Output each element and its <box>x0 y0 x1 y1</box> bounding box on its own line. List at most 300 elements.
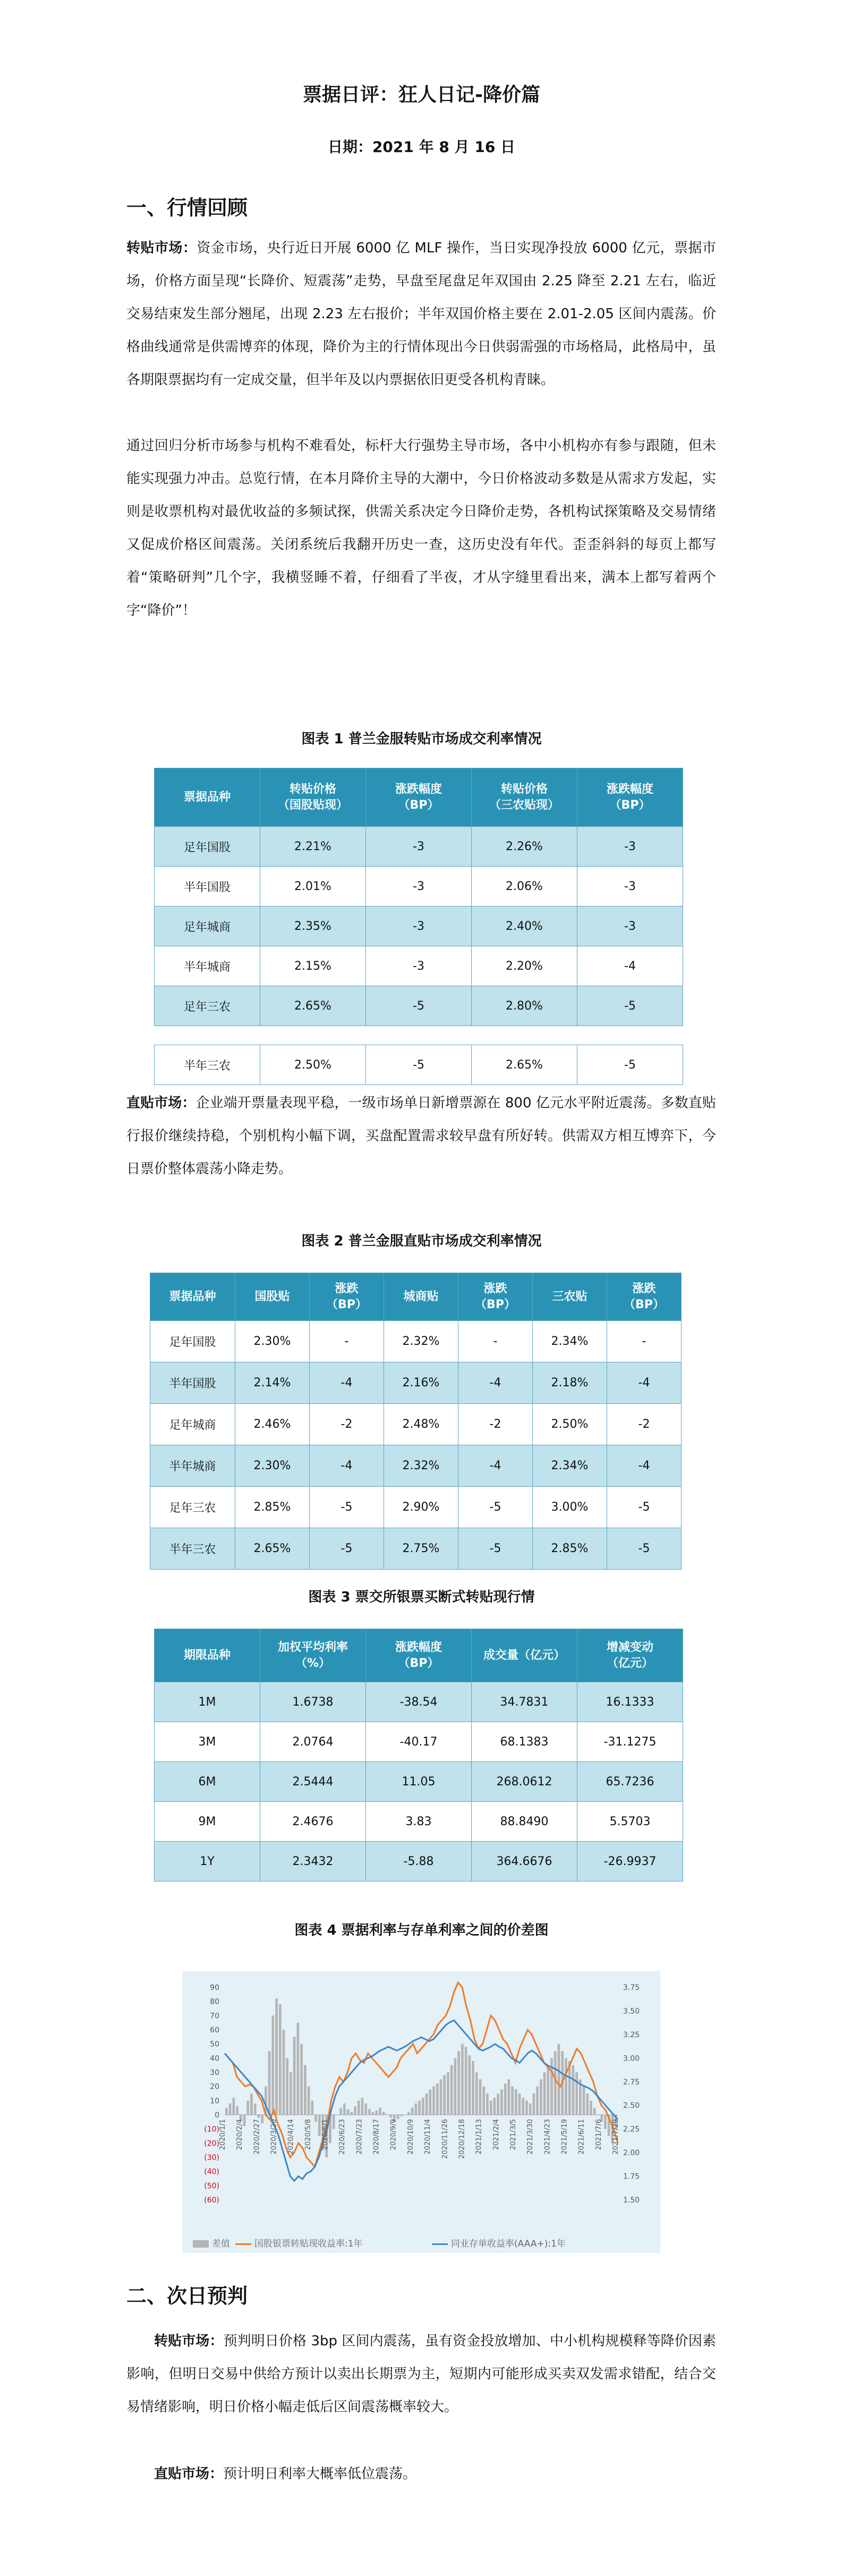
table-cell: 2.50% <box>533 1404 607 1445</box>
table-cell: -4 <box>310 1445 384 1487</box>
table-cell: -3 <box>366 906 472 946</box>
spread-bar <box>350 2112 353 2115</box>
y-right-tick-label: 2.75 <box>623 2078 640 2087</box>
table-cell: -31.1275 <box>577 1722 683 1762</box>
x-tick-label: 2020/5/8 <box>304 2119 312 2150</box>
spread-bar <box>361 2098 364 2115</box>
table-cell: -5 <box>607 1528 682 1570</box>
spread-bar <box>225 2108 228 2115</box>
text-direct-market: 企业端开票量表现平稳，一级市场单日新增票源在 800 亿元水平附近震荡。多数直贴行报价继续持稳，个别机构小幅下调，买盘配置需求较早盘有所好转。供需双方相互博弈下，今日票价整体震荡小降走势。 <box>126 1095 716 1177</box>
table-header-text: （BP） <box>398 1656 439 1670</box>
spread-bar <box>401 2115 403 2116</box>
spread-bar <box>236 2106 239 2115</box>
table-cell: 2.16% <box>384 1362 458 1404</box>
table-header-cell <box>577 1629 683 1682</box>
table-header-cell <box>260 768 366 827</box>
spread-bar <box>333 2115 335 2129</box>
y-left-tick-label: (10) <box>204 2125 219 2134</box>
table-cell: 2.75% <box>384 1528 458 1570</box>
spread-bar <box>447 2072 449 2115</box>
table-cell: - <box>607 1321 682 1362</box>
table-header-text: 城商贴 <box>403 1290 439 1303</box>
x-tick-label: 2020/12/18 <box>458 2119 466 2159</box>
paragraph-direct-market <box>126 1087 716 1185</box>
table-cell: -5 <box>458 1487 533 1528</box>
table-header-text: 三农贴 <box>552 1290 587 1303</box>
spread-bar <box>422 2098 424 2115</box>
y-left-tick-label: 20 <box>210 2082 219 2091</box>
spread-bar <box>522 2098 524 2115</box>
x-tick-label: 2020/4/14 <box>287 2119 295 2155</box>
x-tick-label: 2021/5/19 <box>560 2119 569 2155</box>
table-header-text: （%） <box>295 1656 331 1670</box>
spread-bar <box>318 2115 321 2136</box>
table3-caption: 图表 3 票交所银票买断式转贴现行情 <box>308 1589 535 1605</box>
table-cell: 2.30% <box>235 1321 310 1362</box>
x-tick-label: 2020/3/20 <box>270 2119 278 2155</box>
table-header-text: （亿元） <box>606 1656 653 1670</box>
x-tick-label: 2021/7/6 <box>594 2119 603 2150</box>
table-header-cell <box>472 768 577 827</box>
table-header-cell <box>260 1629 366 1682</box>
table-transfer-rates <box>154 768 683 1026</box>
x-tick-label: 2021/6/11 <box>577 2119 586 2155</box>
y-right-tick-label: 2.50 <box>623 2102 640 2111</box>
table-cell: -26.9937 <box>577 1842 683 1882</box>
x-tick-label: 2020/2/27 <box>253 2119 261 2155</box>
table-cell: 2.32% <box>384 1445 458 1487</box>
spread-bar <box>293 2037 296 2115</box>
table-transfer-rates-extra <box>154 1045 683 1085</box>
table-cell: -4 <box>310 1362 384 1404</box>
legend-swatch-cd-yield <box>432 2243 448 2245</box>
x-tick-label: 2020/7/23 <box>355 2119 364 2155</box>
spread-bar <box>461 2044 464 2115</box>
table-cell: 2.65% <box>235 1528 310 1570</box>
text-forecast-direct: 预计明日利率大概率低位震荡。 <box>223 2466 417 2482</box>
table-cell: -4 <box>607 1445 682 1487</box>
spread-bar <box>575 2072 578 2115</box>
x-tick-label: 2020/6/23 <box>338 2119 347 2155</box>
table-cell: 半年三农 <box>155 1045 260 1085</box>
label-forecast-direct: 直贴市场： <box>154 2466 224 2482</box>
spread-bar <box>418 2100 421 2115</box>
x-tick-label: 2020/1/1 <box>219 2119 227 2150</box>
table-cell: 2.50% <box>260 1045 366 1085</box>
spread-bar <box>436 2083 439 2115</box>
x-tick-label: 2021/2/4 <box>492 2119 500 2150</box>
x-tick-label: 2021/3/5 <box>509 2119 517 2150</box>
y-left-tick-label: (20) <box>204 2139 219 2148</box>
x-tick-label: 2020/2/4 <box>236 2119 244 2150</box>
legend-item-discount-yield <box>235 2236 363 2249</box>
table-cell: -4 <box>458 1362 533 1404</box>
y-right-tick-label: 3.50 <box>623 2007 640 2016</box>
table-row <box>155 827 683 867</box>
spread-chart-svg <box>182 1971 660 2232</box>
table-cell: 2.90% <box>384 1487 458 1528</box>
report-date: 日期：2021 年 8 月 16 日 <box>327 138 516 156</box>
table-cell: -4 <box>577 946 683 986</box>
table-cell: 11.05 <box>366 1762 472 1802</box>
spread-bar <box>283 2030 285 2115</box>
section-heading-forecast: 二、次日预判 <box>126 2284 248 2308</box>
table-header-text: 涨跌幅度 <box>606 782 653 796</box>
table-header-cell <box>472 1629 577 1682</box>
label-direct-market: 直贴市场： <box>126 1095 196 1111</box>
y-left-tick-label: 0 <box>215 2111 219 2120</box>
legend-label-spread: 差值 <box>212 2239 230 2249</box>
spread-bar <box>515 2089 517 2115</box>
y-left-tick-label: 40 <box>210 2054 219 2063</box>
spread-bar <box>372 2112 374 2115</box>
spread-bar <box>397 2115 399 2119</box>
spread-bar <box>454 2058 457 2115</box>
x-tick-label: 2021/1/13 <box>475 2119 483 2155</box>
table-cell: 1Y <box>155 1842 260 1882</box>
table-cell: -3 <box>366 946 472 986</box>
spread-bar <box>440 2079 442 2115</box>
spread-bar <box>490 2100 492 2115</box>
spread-bar <box>547 2065 549 2115</box>
table-header-text: （BP） <box>475 1298 516 1311</box>
y-left-tick-label: (50) <box>204 2182 219 2191</box>
x-tick-label: 2021/7/29 <box>612 2119 620 2155</box>
table-row <box>155 1802 683 1842</box>
table-row <box>150 1487 682 1528</box>
spread-bar <box>565 2058 567 2115</box>
spread-bar <box>590 2100 592 2115</box>
table-header-text: 涨跌 <box>632 1282 656 1295</box>
table-row <box>150 1528 682 1570</box>
table-cell: 3M <box>155 1722 260 1762</box>
label-forecast-transfer: 转贴市场： <box>154 2333 224 2349</box>
table-header-cell <box>458 1273 533 1321</box>
x-tick-label: 2020/6/1 <box>321 2119 330 2150</box>
spread-bar <box>258 2115 260 2117</box>
table-row <box>150 1445 682 1487</box>
spread-bar <box>465 2047 467 2115</box>
paragraph-analysis <box>126 429 716 627</box>
y-right-tick-label: 1.50 <box>623 2196 640 2205</box>
x-tick-label: 2020/11/26 <box>441 2119 449 2159</box>
spread-bar <box>479 2079 482 2115</box>
table-cell: -3 <box>577 867 683 906</box>
table-header-text: （BP） <box>624 1298 665 1311</box>
spread-bar <box>529 2104 532 2115</box>
table-header-text: 国股贴 <box>254 1290 290 1303</box>
table-row <box>155 1762 683 1802</box>
table-cell: 88.8490 <box>472 1802 577 1842</box>
table-cell: -5 <box>310 1528 384 1570</box>
table-header-text: 成交量（亿元） <box>483 1648 565 1662</box>
table-cell: -5 <box>366 1045 472 1085</box>
y-right-tick-label: 2.25 <box>623 2125 640 2134</box>
table-cell: -3 <box>366 827 472 867</box>
table-cell: - <box>310 1321 384 1362</box>
spread-bar <box>593 2108 596 2115</box>
spread-bar <box>229 2104 232 2115</box>
table-header-text: 涨跌幅度 <box>395 782 442 796</box>
table-header-cell <box>577 768 683 827</box>
y-left-tick-label: (40) <box>204 2167 219 2176</box>
spread-bar <box>540 2079 542 2115</box>
table-header-cell <box>384 1273 458 1321</box>
table-cell: 半年城商 <box>155 946 260 986</box>
table-cell: 65.7236 <box>577 1762 683 1802</box>
table-cell: 2.80% <box>472 986 577 1026</box>
page-title: 票据日评：狂人日记-降价篇 <box>303 84 540 106</box>
spread-bar <box>536 2087 539 2115</box>
spread-bar <box>304 2065 306 2115</box>
table-cell: 2.85% <box>533 1528 607 1570</box>
table-cell: 34.7831 <box>472 1682 577 1722</box>
y-left-tick-label: 80 <box>210 1997 219 2006</box>
table-header-cell <box>310 1273 384 1321</box>
table-cell: 2.85% <box>235 1487 310 1528</box>
table-direct-rates <box>150 1273 682 1570</box>
table-cell: 足年国股 <box>150 1321 235 1362</box>
x-tick-label: 2020/10/9 <box>406 2119 415 2155</box>
table-cell: 2.15% <box>260 946 366 986</box>
table-cell: 2.18% <box>533 1362 607 1404</box>
table-cell: 6M <box>155 1762 260 1802</box>
spread-bar <box>382 2112 385 2115</box>
table-cell: -40.17 <box>366 1722 472 1762</box>
table-row <box>155 867 683 906</box>
paragraph-transfer-market <box>126 232 716 396</box>
table-cell: -5.88 <box>366 1842 472 1882</box>
table-header-cell <box>366 768 472 827</box>
table1-caption: 图表 1 普兰金服转贴市场成交利率情况 <box>301 731 542 747</box>
table-cell: -5 <box>577 986 683 1026</box>
spread-bar <box>343 2104 346 2115</box>
spread-bar <box>339 2108 342 2115</box>
y-left-tick-label: 50 <box>210 2040 219 2049</box>
spread-bar <box>443 2075 446 2115</box>
y-left-tick-label: 60 <box>210 2026 219 2035</box>
table-header-cell <box>533 1273 607 1321</box>
spread-bar <box>504 2083 507 2115</box>
table-row <box>155 1682 683 1722</box>
table-cell: 足年三农 <box>150 1487 235 1528</box>
spread-bar <box>511 2087 514 2115</box>
paragraph-forecast-transfer <box>126 2325 716 2424</box>
spread-bar <box>261 2115 263 2123</box>
y-left-tick-label: 30 <box>210 2069 219 2077</box>
text-forecast-transfer: 预判明日价格 3bp 区间内震荡，虽有资金投放增加、中小机构规模释等降价因素影响，但明日交易中供给方预计以卖出长期票为主，短期内可能形成买卖双发需求错配，结合交易情绪影响，明日价格小幅走低后区间震荡概率较大。 <box>126 2333 716 2415</box>
table-header-cell <box>366 1629 472 1682</box>
table-cell: 2.4676 <box>260 1802 366 1842</box>
table-cell: 足年城商 <box>155 906 260 946</box>
spread-bar <box>308 2087 310 2115</box>
table-header-text: 增减变动 <box>606 1640 653 1654</box>
section-heading-market-review: 一、行情回顾 <box>126 196 248 219</box>
legend-item-spread <box>193 2236 230 2249</box>
table-cell: -2 <box>310 1404 384 1445</box>
table-row <box>155 986 683 1026</box>
table-cell: -5 <box>577 1045 683 1085</box>
spread-bar <box>347 2109 350 2115</box>
y-right-tick-label: 3.75 <box>623 1984 640 1992</box>
x-tick-label: 2021/4/23 <box>543 2119 552 2155</box>
spread-bar <box>432 2087 435 2115</box>
table-cell: 2.3432 <box>260 1842 366 1882</box>
table-cell: 半年国股 <box>150 1362 235 1404</box>
table-cell: 16.1333 <box>577 1682 683 1722</box>
x-tick-label: 2021/3/30 <box>526 2119 535 2155</box>
table-cell: 2.40% <box>472 906 577 946</box>
spread-bar <box>232 2098 235 2115</box>
legend-label-cd-yield: 同业存单收益率(AAA+):1年 <box>451 2239 566 2249</box>
spread-bar <box>497 2094 499 2115</box>
table-cell: -38.54 <box>366 1682 472 1722</box>
table-cell: 3.00% <box>533 1487 607 1528</box>
table-cell: -4 <box>607 1362 682 1404</box>
y-left-tick-label: 90 <box>210 1984 219 1992</box>
table-cell: 2.46% <box>235 1404 310 1445</box>
spread-bar <box>507 2079 510 2115</box>
y-left-tick-label: (30) <box>204 2154 219 2162</box>
spread-bar <box>271 2015 274 2115</box>
table-cell: 2.30% <box>235 1445 310 1487</box>
y-right-tick-label: 2.00 <box>623 2149 640 2158</box>
spread-bar <box>314 2115 317 2122</box>
chart-legend <box>182 2232 660 2253</box>
table-header-text: 票据品种 <box>183 790 231 804</box>
table-cell: 2.48% <box>384 1404 458 1445</box>
table-cell: 3.83 <box>366 1802 472 1842</box>
table-cell: 半年三农 <box>150 1528 235 1570</box>
table-cell: 半年国股 <box>155 867 260 906</box>
spread-bar <box>289 2072 292 2115</box>
table-exchange-rates <box>154 1629 683 1882</box>
spread-bar <box>533 2094 535 2115</box>
table-cell: 2.65% <box>472 1045 577 1085</box>
table-header-cell <box>155 1629 260 1682</box>
spread-bar <box>525 2100 528 2115</box>
spread-bar <box>482 2087 485 2115</box>
spread-bar <box>472 2061 474 2115</box>
legend-swatch-discount-yield <box>235 2243 251 2245</box>
x-tick-label: 2020/9/9 <box>389 2119 398 2150</box>
table-cell: 2.01% <box>260 867 366 906</box>
table-header-text: 转贴价格 <box>500 782 548 796</box>
table-header-text: 转贴价格 <box>289 782 336 796</box>
spread-bar <box>376 2111 378 2115</box>
x-tick-label: 2020/11/4 <box>424 2119 432 2155</box>
spread-bar <box>279 2004 282 2115</box>
spread-bar <box>500 2089 503 2115</box>
figure4-caption: 图表 4 票据利率与存单利率之间的价差图 <box>294 1922 549 1938</box>
spread-bar <box>300 2044 303 2115</box>
table-cell: 1M <box>155 1682 260 1722</box>
table-cell: 1.6738 <box>260 1682 366 1722</box>
table-header-text: 涨跌幅度 <box>395 1640 442 1654</box>
spread-bar <box>543 2072 546 2115</box>
spread-bar <box>493 2098 496 2115</box>
spread-bar <box>572 2065 575 2115</box>
table-cell: -5 <box>458 1528 533 1570</box>
table-row <box>150 1321 682 1362</box>
spread-bar <box>583 2087 585 2115</box>
table-cell: -5 <box>310 1487 384 1528</box>
spread-bar <box>389 2115 392 2117</box>
table-cell: - <box>458 1321 533 1362</box>
spread-bar <box>364 2104 367 2115</box>
spread-bar <box>468 2055 471 2115</box>
table-cell: 2.65% <box>260 986 366 1026</box>
table-header-cell <box>235 1273 310 1321</box>
table-header-text: 期限品种 <box>183 1648 231 1662</box>
table-header-cell <box>155 768 260 827</box>
spread-bar <box>246 2100 249 2115</box>
table-cell: 68.1383 <box>472 1722 577 1762</box>
spread-bar <box>275 1998 278 2115</box>
table-cell: 2.34% <box>533 1445 607 1487</box>
table-row <box>155 1842 683 1882</box>
table-cell: -3 <box>366 867 472 906</box>
table-cell: 5.5703 <box>577 1802 683 1842</box>
spread-bar <box>354 2106 356 2115</box>
table-cell: 2.26% <box>472 827 577 867</box>
y-right-tick-label: 3.25 <box>623 2030 640 2039</box>
table-cell: 2.5444 <box>260 1762 366 1802</box>
table-cell: -3 <box>577 906 683 946</box>
table-cell: 2.35% <box>260 906 366 946</box>
spread-bar <box>250 2094 253 2115</box>
table-row <box>150 1404 682 1445</box>
spread-bar <box>518 2094 521 2115</box>
spread-bar <box>457 2051 460 2115</box>
spread-bar <box>254 2104 257 2115</box>
legend-label-discount-yield: 国股银票转贴现收益率:1年 <box>254 2239 363 2249</box>
table-cell: 2.14% <box>235 1362 310 1404</box>
table-header-text: （BP） <box>398 798 439 812</box>
table-cell: 足年国股 <box>155 827 260 867</box>
table-header-text: （三农贴现） <box>489 798 559 812</box>
spread-bar <box>379 2108 381 2115</box>
table-cell: 2.32% <box>384 1321 458 1362</box>
table-cell: 2.21% <box>260 827 366 867</box>
spread-bar <box>415 2104 418 2115</box>
table-cell: 2.0764 <box>260 1722 366 1762</box>
table-cell: 2.20% <box>472 946 577 986</box>
table-header-text: （国股贴现） <box>277 798 348 812</box>
y-left-tick-label: 10 <box>210 2097 219 2106</box>
spread-bar <box>407 2112 410 2115</box>
spread-bar <box>604 2115 607 2129</box>
table-header-text: 票据品种 <box>169 1290 216 1303</box>
table2-caption: 图表 2 普兰金服直贴市场成交利率情况 <box>301 1233 542 1249</box>
table-header-text: 加权平均利率 <box>277 1640 348 1654</box>
spread-bar <box>368 2109 371 2115</box>
spread-bar <box>554 2051 557 2115</box>
spread-bar <box>286 2058 288 2115</box>
spread-bar <box>268 2051 271 2115</box>
table-cell: -5 <box>366 986 472 1026</box>
table-cell: -5 <box>607 1487 682 1528</box>
spread-bar <box>450 2065 453 2115</box>
table-cell: 2.34% <box>533 1321 607 1362</box>
table-header-cell <box>607 1273 682 1321</box>
text-analysis: 通过回归分析市场参与机构不难看处，标杆大行强势主导市场，各中小机构亦有参与跟随，但未能实现强力冲击。总览行情，在本月降价主导的大潮中，今日价格波动多数是从需求方发起，实则是收票机构对最优收益的多频试探，供需关系决定今日降价走势，各机构试探策略及交易情绪又促成价格区间震荡。关闭系统后我翻开历史一查，这历史没有年代。歪歪斜斜的每页上都写着“策略研判”几个字，我横竖睡不着，仔细看了半夜，才从字缝里看出来，满本上都写着两个字“降价”！ <box>126 438 716 618</box>
spread-bar <box>411 2108 414 2115</box>
table-row <box>155 946 683 986</box>
spread-chart <box>182 1971 660 2253</box>
spread-bar <box>475 2072 478 2115</box>
table-cell: 9M <box>155 1802 260 1842</box>
